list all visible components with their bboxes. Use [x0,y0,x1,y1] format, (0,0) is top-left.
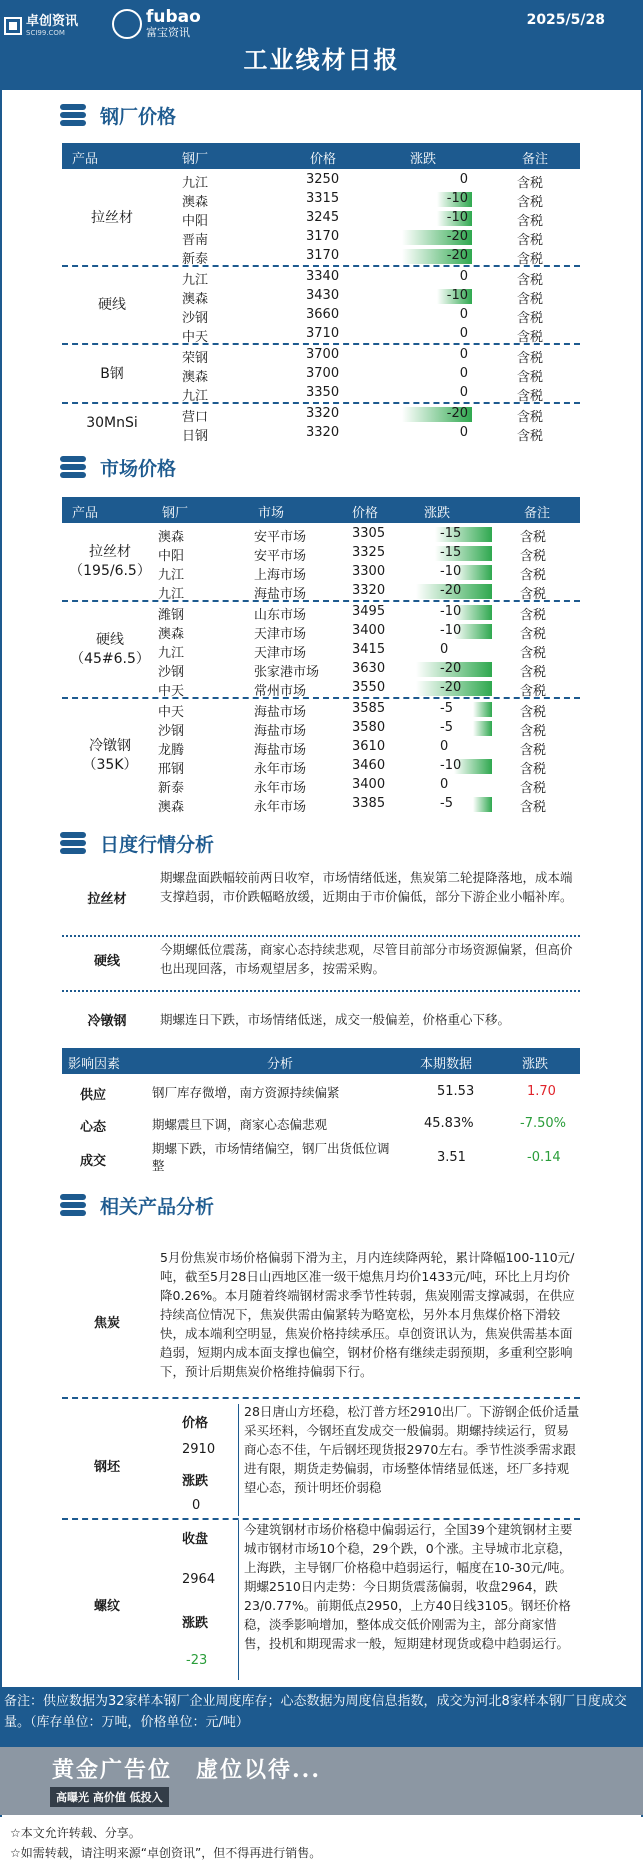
rebar-change: -23 [186,1653,208,1668]
market-table-header [62,497,580,523]
factor-row [62,1078,580,1108]
price-value: 3700 [306,366,340,381]
billet-price-label: 价格 [182,1416,209,1431]
note-value: 含税 [517,429,544,444]
mill-name: 中天 [158,684,185,699]
change-value: -5 [440,720,453,735]
mill-name: 荣钢 [182,351,209,366]
change-value: -10 [440,564,462,579]
section-daily-heading [60,828,214,858]
table-row [62,190,580,209]
mill-name: 澳森 [182,370,209,385]
table-row [62,603,580,622]
section-daily-title: 日度行情分析 [100,833,215,856]
note-value: 含税 [517,311,544,326]
divider [62,265,580,267]
mill-name: 澳森 [158,627,185,642]
change-value: -20 [446,229,468,244]
mill-name: 潍钢 [158,608,185,623]
mill-col-note: 备注 [522,152,549,167]
factor-analysis: 期螺下跌，市场情绪偏空，钢厂出货低位调整 [152,1141,390,1173]
note-value: 含税 [520,608,547,623]
price-value: 3320 [306,425,340,440]
factor-row [62,1110,580,1140]
price-value: 3300 [352,564,386,579]
mill-name: 中天 [182,330,209,345]
factor-name: 成交 [80,1154,107,1169]
note-value: 含税 [517,330,544,345]
table-row [62,171,580,190]
note-value: 含税 [517,351,544,366]
price-value: 3400 [352,623,386,638]
change-value: -10 [446,210,468,225]
mill-table-header [62,143,580,169]
brand-cn: 卓创资讯 [26,13,79,29]
mill-col-price: 价格 [310,152,337,167]
price-value: 3400 [352,777,386,792]
note-value: 含税 [520,800,547,815]
factor-data: 45.83% [424,1116,474,1131]
report-header [0,0,643,90]
change-bar [473,721,492,736]
analysis-label-hard-wire: 硬线 [93,954,120,969]
note-value: 含税 [520,549,547,564]
fubao-logo [112,8,201,39]
change-value: -20 [440,680,462,695]
divider [62,935,580,937]
market-name: 安平市场 [254,549,307,564]
note-value: 含税 [517,195,544,210]
price-value: 3610 [352,739,386,754]
note-value: 含税 [517,370,544,385]
table-row [62,346,580,365]
mill-name: 澳森 [182,292,209,307]
change-value: 0 [459,326,468,341]
product-name: 硬线 [96,631,124,648]
price-value: 3550 [352,680,386,695]
change-value: -10 [440,758,462,773]
note-value: 含税 [520,743,547,758]
section-related-heading [60,1190,214,1220]
change-bar [473,702,492,717]
divider [62,343,580,345]
price-value: 3585 [352,701,386,716]
price-value: 3630 [352,661,386,676]
change-value: 0 [440,739,449,754]
mill-name: 澳森 [182,195,209,210]
table-row [62,582,580,601]
table-row [62,247,580,266]
factor-col-analysis: 分析 [267,1057,294,1072]
change-bar [473,797,492,812]
market-name: 海盐市场 [254,705,307,720]
related-label-rebar: 螺纹 [93,1599,120,1614]
divider [62,697,580,699]
price-value: 3325 [352,545,386,560]
stack-icon [60,832,86,854]
product-group-label: B钢 [100,365,124,382]
brand-en: SCI99.COM [26,28,65,37]
change-value: -5 [440,701,453,716]
factor-change: -7.50% [520,1116,566,1131]
divider [62,990,580,992]
market-col-price: 价格 [352,506,379,521]
price-value: 3315 [306,191,340,206]
ad-title: 黄金广告位 虚位以待... [52,1757,321,1783]
change-value: 0 [459,366,468,381]
note-value: 含税 [517,389,544,404]
mill-name: 沙钢 [158,665,185,680]
note-value: 含税 [520,684,547,699]
analysis-label-wire-rod: 拉丝材 [87,892,127,907]
change-value: -10 [446,288,468,303]
price-value: 3700 [306,347,340,362]
change-value: 0 [459,385,468,400]
mill-name: 九江 [158,587,185,602]
partner-en: fubao [146,7,201,27]
change-value: -15 [440,526,462,541]
price-value: 3320 [352,583,386,598]
price-value: 3245 [306,210,340,225]
note-value: 含税 [517,176,544,191]
section-mill-heading [60,100,176,130]
table-row [62,795,580,814]
analysis-label-cold-heading: 冷镦钢 [87,1014,127,1029]
price-value: 3460 [352,758,386,773]
stack-icon [60,456,86,478]
analysis-text-hard-wire: 今期螺低位震荡，商家心态持续悲观，尽管目前部分市场资源偏紧，但高价也出现回落，市场观望居多，按需采购。 [160,942,573,976]
mill-name: 新泰 [158,781,185,796]
related-text-rebar: 今建筑钢材市场价格稳中偏弱运行，全国39个建筑钢材主要城市钢材市场10个稳，29个跌，0个涨。主导城市北京稳，上海跌，主导钢厂价格稳中趋弱运行，幅度在10-30元/吨。期螺2510日内走势：今日期货震荡偏弱，收盘2964，跌23/0.77%。前期低点2950，上方40日线3105。钢坯价格稳，淡季影响增加，整体成交低价刚需为主，部分商家惜售，投机和期现需求一般，短期建材现货或稳中趋弱运行。 [244,1522,573,1651]
change-value: 0 [459,347,468,362]
price-value: 3170 [306,248,340,263]
note-value: 含税 [520,530,547,545]
stack-icon [60,1194,86,1216]
mill-name: 九江 [158,568,185,583]
factor-analysis: 期螺震旦下调，商家心态偏悲观 [152,1117,328,1132]
factor-col-change: 涨跌 [522,1057,549,1072]
factor-name: 心态 [80,1120,107,1135]
mill-name: 九江 [182,389,209,404]
factor-data: 3.51 [437,1150,466,1165]
market-col-change: 涨跌 [424,506,451,521]
price-value: 3350 [306,385,340,400]
market-col-product: 产品 [72,506,99,521]
product-group-label: 硬线 [98,297,126,313]
table-row [62,384,580,403]
footer-disclaimer [0,1817,643,1876]
market-name: 永年市场 [254,781,307,796]
mill-name: 新泰 [182,252,209,267]
change-value: 0 [459,269,468,284]
table-row [62,525,580,544]
note-value: 含税 [520,646,547,661]
disclaimer-line-1: ☆本文允许转载、分享。 [10,1826,141,1840]
section-market-title: 市场价格 [100,457,177,480]
footer-note: 备注：供应数据为32家样本钢厂企业周度库存；心态数据为周度信息指数，成交为河北8家样本钢厂日度成交量。（库存单位：万吨，价格单位：元/吨） [0,1687,643,1747]
price-value: 3250 [306,172,340,187]
note-value: 含税 [520,724,547,739]
mill-name: 晋南 [182,233,209,248]
market-name: 海盐市场 [254,724,307,739]
change-value: -15 [440,545,462,560]
mill-name: 邢钢 [158,762,185,777]
change-value: -20 [446,248,468,263]
product-spec: （195/6.5） [69,563,151,579]
market-name: 天津市场 [254,627,307,642]
price-value: 3580 [352,720,386,735]
mill-col-change: 涨跌 [410,152,437,167]
note-value: 含税 [520,781,547,796]
fubao-logo-icon [112,9,142,39]
related-text-coke: 5月份焦炭市场价格偏弱下滑为主，月内连续降两轮，累计降幅100-110元/吨，截至5月28日山西地区准一级干熄焦月均价1433元/吨，环比上月均价降0.26%。本月随着终端钢材需求季节性转弱，焦炭刚需支撑减弱，在供应持续高位情况下，焦炭供需由偏紧转为略宽松，另外本月焦煤价格下滑较快，成本端利空明显，焦炭价格持续承压。卓创资讯认为，焦炭供需基本面趋弱，短期内成本面支撑也偏空，钢材价格有继续走弱预期，多重利空影响下，预计后期焦炭价格维持偏弱下行。 [160,1250,575,1379]
note-value: 含税 [517,273,544,288]
price-value: 3385 [352,796,386,811]
note-value: 含税 [517,214,544,229]
mill-name: 沙钢 [182,311,209,326]
product-group-label: 拉丝材 [91,209,133,226]
market-col-note: 备注 [524,506,551,521]
change-value: 0 [459,172,468,187]
market-name: 海盐市场 [254,743,307,758]
note-value: 含税 [520,627,547,642]
market-name: 永年市场 [254,762,307,777]
related-text-billet: 28日唐山方坯稳，松汀普方坯2910出厂。下游钢企低价适量采买坯料，今钢坯直发成交一般偏弱。期螺持续运行，贸易商心态不佳，午后钢坯现货报2970左右。季节性淡季需求跟进有限，期货走势偏弱，市场整体情绪显低迷，坯厂多持观望心态，预计明坯价弱稳 [244,1404,580,1495]
market-name: 上海市场 [254,568,307,583]
note-value: 含税 [517,292,544,307]
mill-name: 九江 [182,176,209,191]
rebar-change-label: 涨跌 [182,1616,209,1631]
factor-name: 供应 [80,1088,107,1103]
note-value: 含税 [520,762,547,777]
table-row [62,325,580,344]
change-value: 0 [459,307,468,322]
mill-name: 中阳 [158,549,185,564]
ad-banner[interactable] [0,1747,643,1815]
mill-name: 九江 [182,273,209,288]
billet-change: 0 [192,1498,201,1513]
price-value: 3710 [306,326,340,341]
product-spec: （45#6.5） [70,650,150,667]
price-value: 3660 [306,307,340,322]
section-market-heading [60,452,176,482]
factor-change: -0.14 [527,1150,561,1165]
factor-col-data: 本期数据 [420,1057,473,1072]
divider [238,1404,239,1516]
price-value: 3415 [352,642,386,657]
price-value: 3305 [352,526,386,541]
change-value: -10 [446,191,468,206]
analysis-text-wire-rod: 期螺盘面跌幅较前两日收窄，市场情绪低迷，焦炭第二轮提降落地，成本端支撑趋弱，市价跌幅略放缓，近期由于市价偏低，部分下游企业小幅补库。 [160,870,573,904]
rebar-price-label: 收盘 [182,1532,209,1547]
factor-change: 1.70 [527,1084,556,1099]
note-value: 含税 [517,410,544,425]
change-value: 0 [440,777,449,792]
product-spec: （35K） [82,757,138,773]
sci99-logo-icon [4,17,22,35]
mill-name: 日钢 [182,429,209,444]
billet-change-label: 涨跌 [182,1474,209,1489]
mill-col-product: 产品 [72,152,99,167]
factor-col-factor: 影响因素 [68,1057,121,1072]
product-name: 冷镦钢 [89,738,131,754]
factor-analysis: 钢厂库存微增，南方资源持续偏紧 [152,1085,340,1100]
change-value: 0 [440,642,449,657]
price-value: 3320 [306,406,340,421]
partner-cn: 富宝资讯 [146,26,190,39]
mill-name: 澳森 [158,800,185,815]
price-value: 3170 [306,229,340,244]
product-group-label [62,737,158,775]
note-value: 含税 [520,568,547,583]
change-value: -10 [440,604,462,619]
table-row [62,700,580,719]
product-group-label [62,631,158,669]
disclaimer-line-2: ☆如需转载，请注明来源“卓创资讯”，但不得再进行销售。 [10,1846,322,1860]
divider [62,402,580,404]
note-value: 含税 [517,233,544,248]
billet-price: 2910 [182,1442,216,1457]
market-name: 常州市场 [254,684,307,699]
price-value: 3430 [306,288,340,303]
rebar-price: 2964 [182,1572,216,1587]
section-mill-title: 钢厂价格 [100,105,177,128]
price-value: 3340 [306,269,340,284]
product-group-label [62,543,158,581]
market-name: 海盐市场 [254,587,307,602]
market-col-mill: 钢厂 [162,506,189,521]
mill-name: 中阳 [182,214,209,229]
change-value: 0 [459,425,468,440]
market-name: 山东市场 [254,608,307,623]
market-name: 天津市场 [254,646,307,661]
note-value: 含税 [520,705,547,720]
note-value: 含税 [520,665,547,680]
market-name: 安平市场 [254,530,307,545]
divider [62,1397,580,1399]
note-value: 含税 [520,587,547,602]
stack-icon [60,104,86,126]
table-row [62,268,580,287]
market-col-market: 市场 [258,506,285,521]
mill-name: 中天 [158,705,185,720]
factor-data: 51.53 [437,1084,475,1099]
product-name: 拉丝材 [89,544,131,560]
table-row [62,776,580,795]
price-value: 3495 [352,604,386,619]
table-row [62,719,580,738]
mill-name: 营口 [182,410,209,425]
mill-col-mill: 钢厂 [182,152,209,167]
related-label-billet: 钢坯 [93,1460,120,1475]
section-related-title: 相关产品分析 [100,1195,215,1218]
market-name: 张家港市场 [254,665,320,680]
note-value: 含税 [517,252,544,267]
market-name: 永年市场 [254,800,307,815]
mill-name: 澳森 [158,530,185,545]
product-group-label: 30MnSi [86,415,138,431]
analysis-text-cold-heading: 期螺连日下跌，市场情绪低迷，成交一般偏差，价格重心下移。 [160,1012,511,1027]
mill-name: 沙钢 [158,724,185,739]
factor-table-header [62,1048,580,1074]
mill-name: 九江 [158,646,185,661]
change-value: -20 [440,583,462,598]
table-row [62,228,580,247]
change-value: -10 [440,623,462,638]
change-value: -20 [446,406,468,421]
change-value: -5 [440,796,453,811]
factor-row [62,1141,580,1174]
report-date: 2025/5/28 [526,12,605,28]
table-row [62,679,580,698]
change-value: -20 [440,661,462,676]
mill-name: 龙腾 [158,743,185,758]
divider [62,600,580,602]
page-title: 工业线材日报 [243,46,400,74]
related-label-coke: 焦炭 [93,1316,120,1331]
ad-subtitle: 高曝光 高价值 低投入 [50,1787,169,1807]
divider [238,1520,239,1680]
